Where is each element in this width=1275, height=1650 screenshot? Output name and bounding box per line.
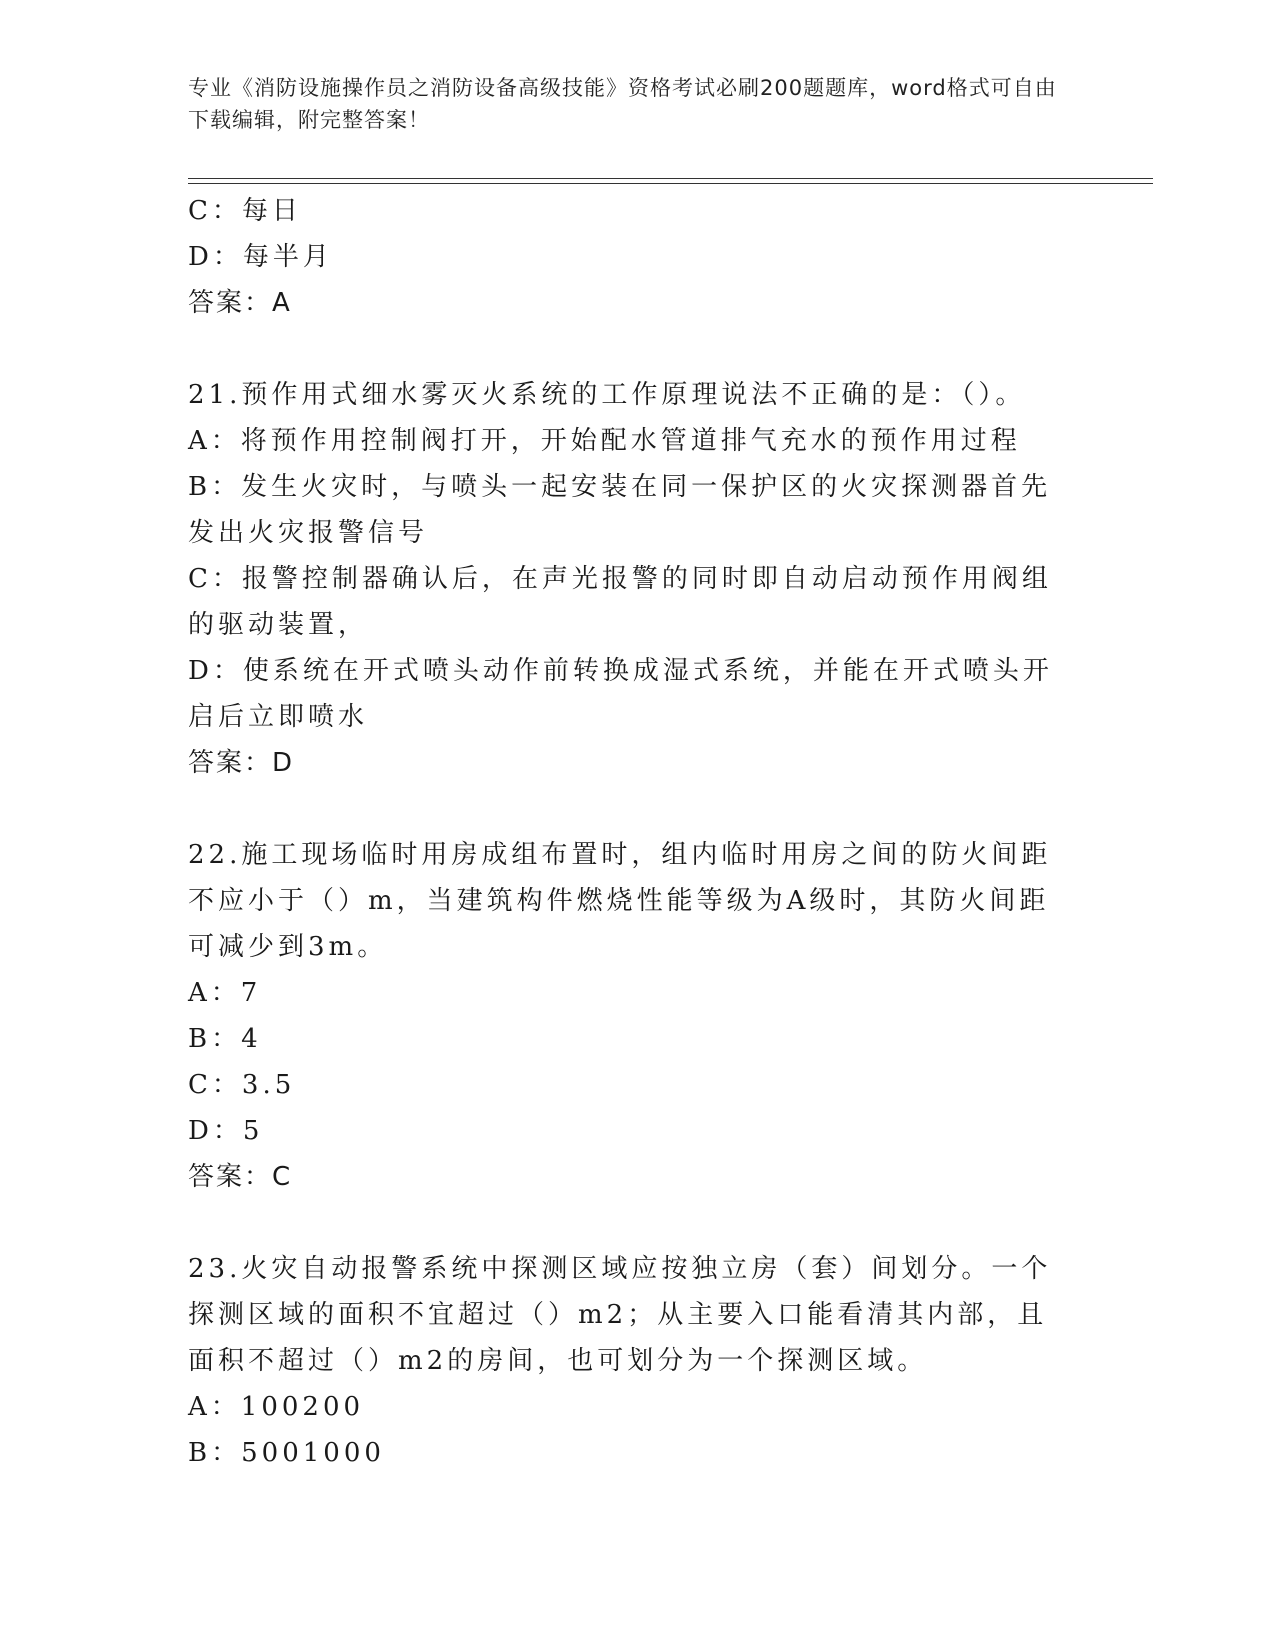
option-line: A：将预作用控制阀打开，开始配水管道排气充水的预作用过程 [188, 426, 1021, 456]
option-label: D [188, 1116, 213, 1146]
option-line: C：3.5 [188, 1070, 296, 1100]
option-text: 将预作用控制阀打开，开始配水管道排气充水的预作用过程 [240, 426, 1021, 456]
spacer [188, 786, 1073, 832]
option-label: B [188, 472, 212, 502]
option-line: B：5001000 [188, 1438, 385, 1468]
question-stem: 22.施工现场临时用房成组布置时，组内临时用房之间的防火间距不应小于（）m，当建筑构件燃烧性能等级为A级时，其防火间距可减少到3m。 [188, 840, 1052, 962]
answer-line: 答案：A [188, 288, 292, 318]
option-text: 4 [241, 1024, 262, 1054]
option-label: C [188, 564, 212, 594]
option-text: 3.5 [241, 1070, 296, 1100]
option-line: B：发生火灾时，与喷头一起安装在同一保护区的火灾探测器首先发出火灾报警信号 [188, 472, 1052, 548]
option-text: 报警控制器确认后，在声光报警的同时即自动启动预作用阀组的驱动装置， [188, 564, 1052, 640]
option-label: B [188, 1024, 212, 1054]
option-line: C：每日 [188, 196, 302, 226]
option-line: A：7 [188, 978, 262, 1008]
spacer [188, 326, 1073, 372]
option-line: D：使系统在开式喷头动作前转换成湿式系统，并能在开式喷头开启后立即喷水 [188, 656, 1053, 732]
document-header: 专业《消防设施操作员之消防设备高级技能》资格考试必刷200题题库，word格式可自由下载编辑，附完整答案！ [188, 76, 1057, 132]
option-line: D：每半月 [188, 242, 333, 272]
option-label: A [188, 978, 211, 1008]
option-line: B：4 [188, 1024, 262, 1054]
option-text: 5001000 [241, 1438, 385, 1468]
option-label: B [188, 1438, 212, 1468]
option-line: D：5 [188, 1116, 264, 1146]
header-divider-bottom [188, 183, 1153, 184]
option-text: 5 [242, 1116, 264, 1146]
option-label: A [188, 1392, 211, 1422]
header-divider-top [188, 178, 1153, 179]
option-line: A：100200 [188, 1392, 365, 1422]
option-text: 发生火灾时，与喷头一起安装在同一保护区的火灾探测器首先发出火灾报警信号 [188, 472, 1052, 548]
question-stem: 23.火灾自动报警系统中探测区域应按独立房（套）间划分。一个探测区域的面积不宜超过（）m2；从主要入口能看清其内部，且面积不超过（）m2的房间，也可划分为一个探测区域。 [188, 1254, 1052, 1376]
answer-line: 答案：C [188, 1162, 293, 1192]
option-line: C：报警控制器确认后，在声光报警的同时即自动启动预作用阀组的驱动装置， [188, 564, 1052, 640]
option-label: C [188, 196, 212, 226]
question-content [188, 188, 1073, 1476]
option-text: 7 [240, 978, 262, 1008]
answer-line: 答案：D [188, 748, 295, 778]
option-text: 每半月 [242, 242, 333, 272]
option-label: D [188, 656, 213, 686]
option-label: C [188, 1070, 212, 1100]
option-text: 使系统在开式喷头动作前转换成湿式系统，并能在开式喷头开启后立即喷水 [188, 656, 1053, 732]
option-label: A [188, 426, 211, 456]
question-stem: 21.预作用式细水雾灭火系统的工作原理说法不正确的是：（）。 [188, 380, 1026, 410]
option-text: 100200 [240, 1392, 365, 1422]
option-text: 每日 [241, 196, 302, 226]
spacer [188, 1200, 1073, 1246]
option-label: D [188, 242, 213, 272]
